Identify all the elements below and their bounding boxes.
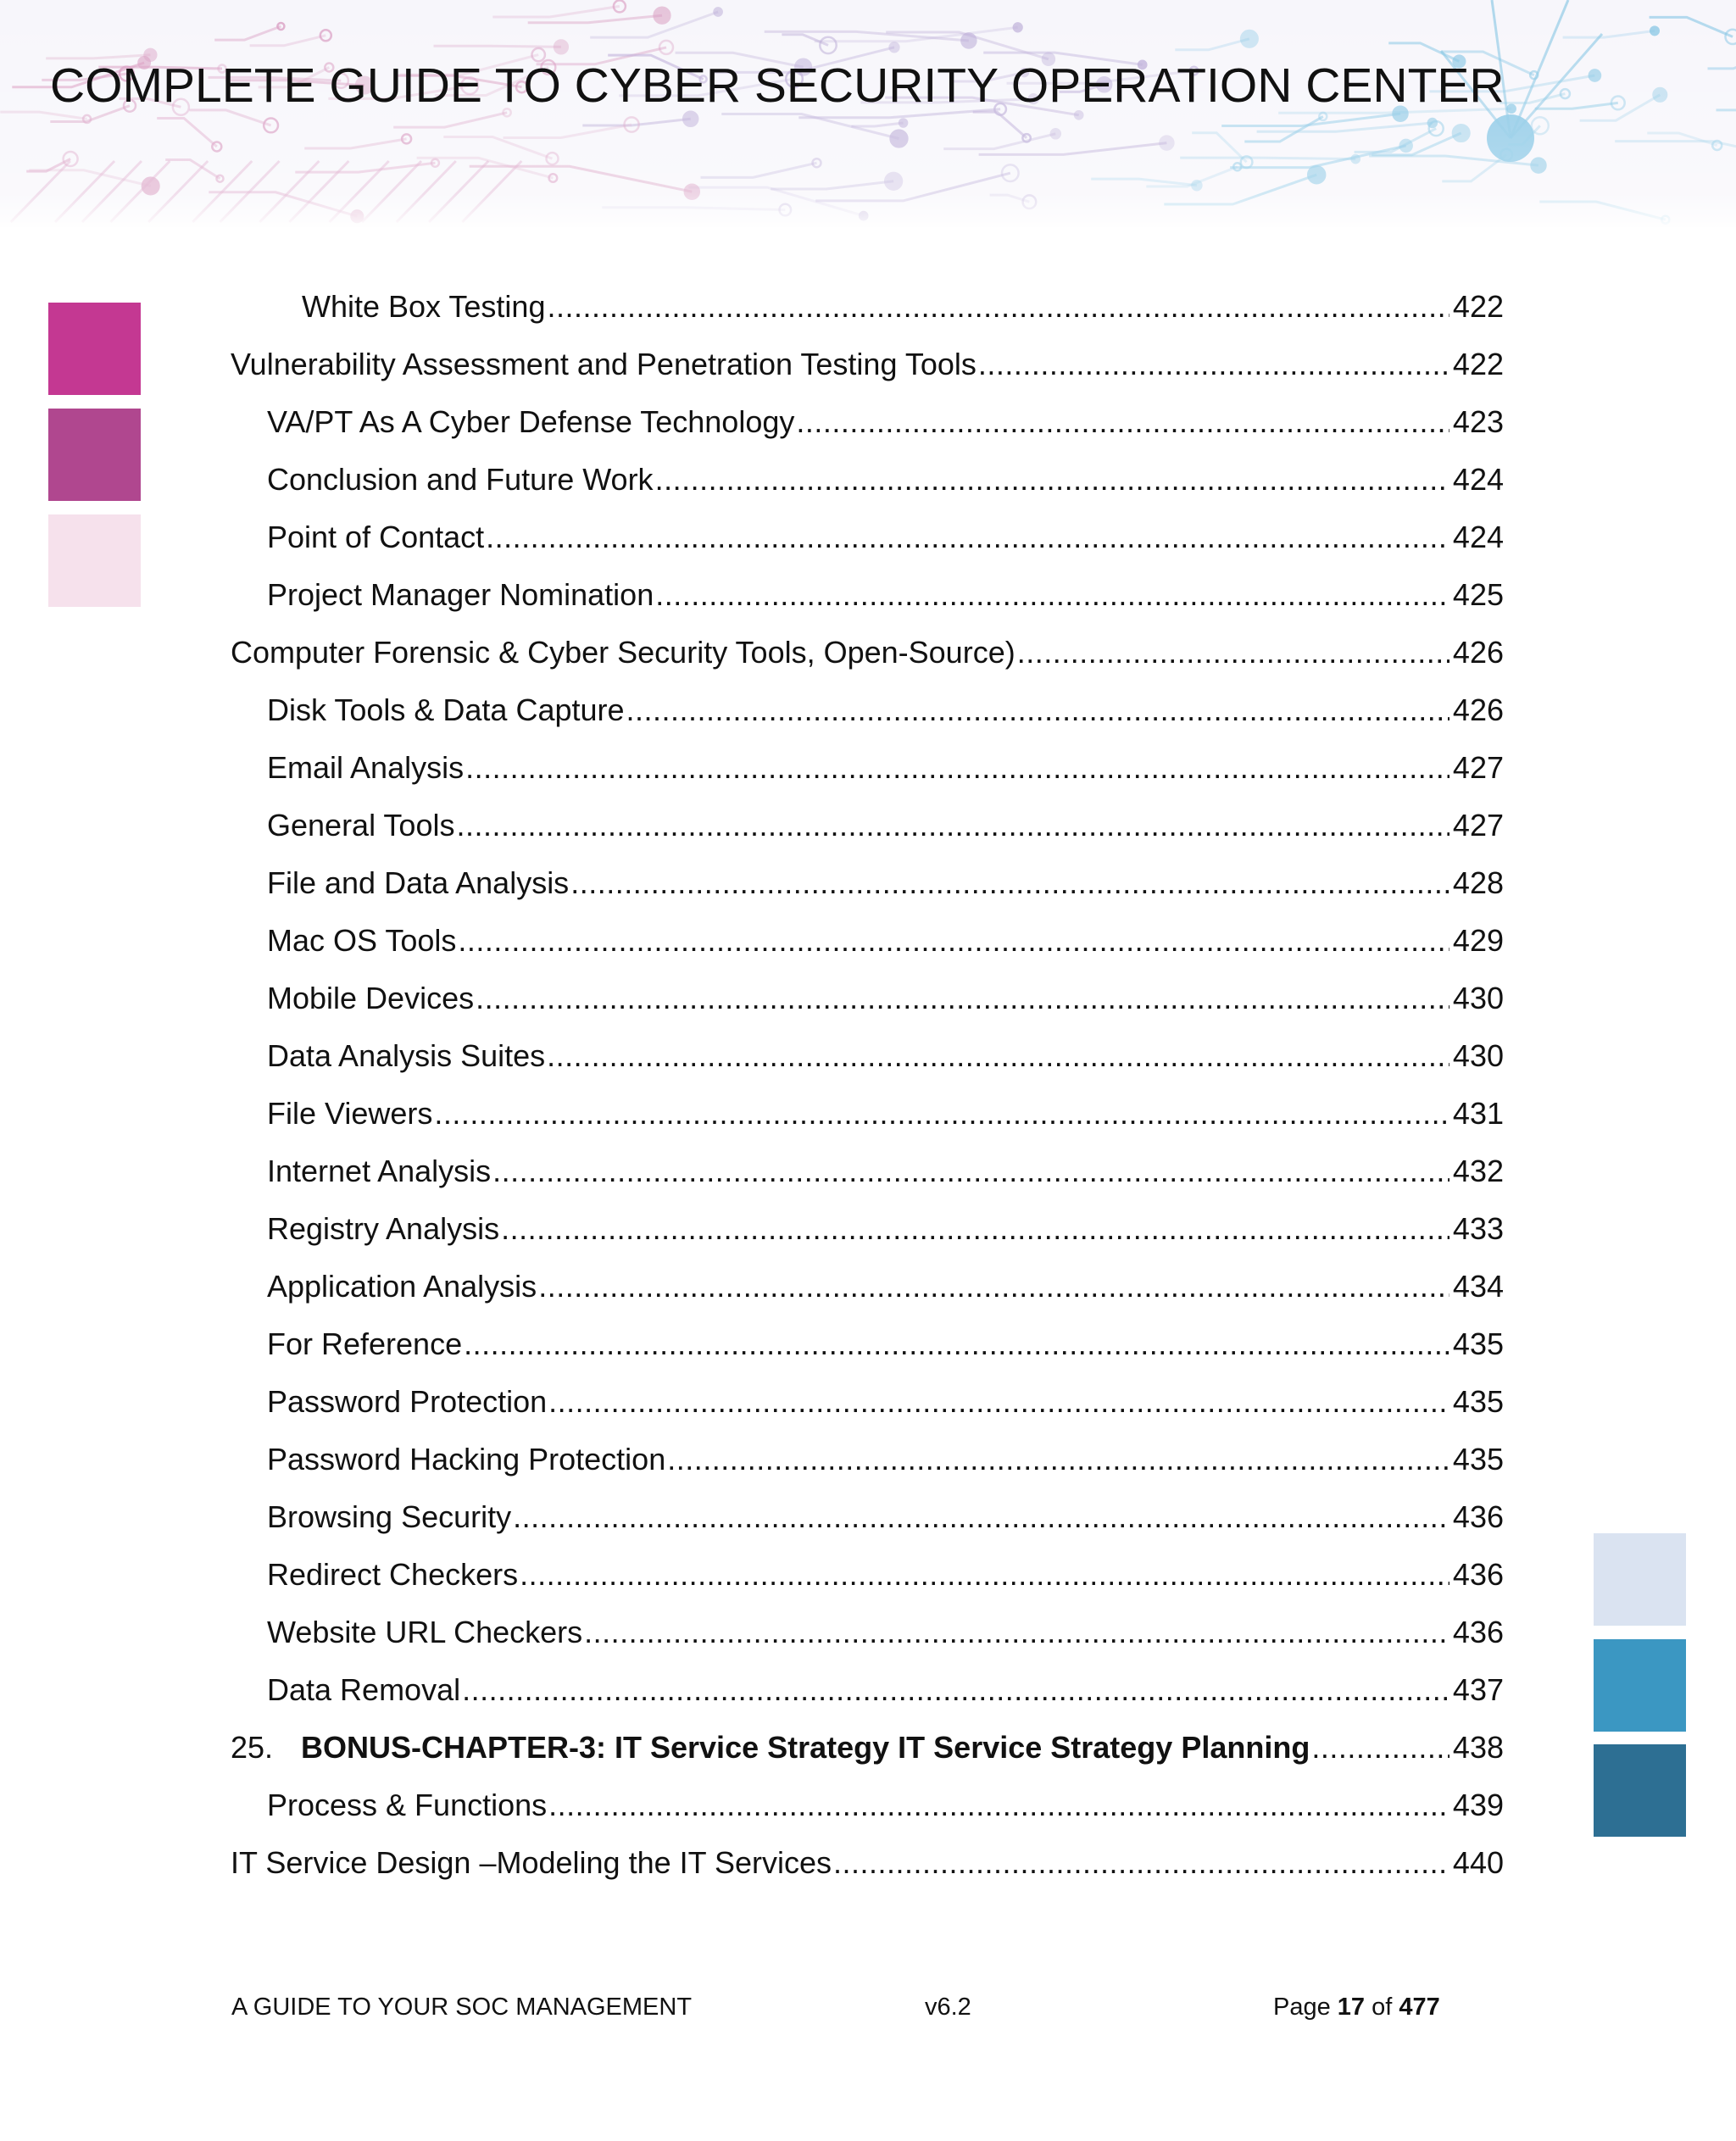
table-of-contents [231,278,1504,1892]
toc-entry[interactable] [231,1719,1504,1777]
toc-entry-title: White Box Testing [302,289,546,324]
toc-dot-leader [513,1488,1449,1546]
toc-entry-page-number: 429 [1452,923,1504,958]
toc-dot-leader [570,854,1449,912]
toc-entry[interactable] [231,1834,1504,1892]
toc-entry-title: BONUS-CHAPTER-3: IT Service Strategy IT Service Strategy Planning [301,1730,1310,1765]
toc-dot-leader [1017,624,1449,681]
toc-entry-page-number: 438 [1452,1730,1504,1765]
toc-entry-page-number: 430 [1452,981,1504,1015]
toc-entry-page-number: 426 [1452,635,1504,670]
toc-dot-leader [548,1373,1449,1431]
toc-entry-title: Email Analysis [267,750,465,785]
toc-entry[interactable] [231,1143,1504,1200]
toc-entry-title: File Viewers [267,1096,433,1131]
toc-dot-leader [492,1143,1449,1200]
toc-entry-page-number: 436 [1452,1557,1504,1592]
decor-swatch-right-2 [1594,1639,1686,1732]
toc-entry-title: Password Protection [267,1384,548,1419]
toc-entry-page-number: 426 [1452,692,1504,727]
toc-entry[interactable] [231,1488,1504,1546]
toc-entry-title: VA/PT As A Cyber Defense Technology [267,404,795,439]
toc-dot-leader [1311,1719,1449,1777]
toc-entry-title: IT Service Design –Modeling the IT Services [231,1845,832,1880]
decor-swatch-right-3 [1594,1744,1686,1837]
toc-entry-title: Vulnerability Assessment and Penetration Testing Tools [231,347,976,381]
toc-entry[interactable] [231,1315,1504,1373]
toc-entry-page-number: 422 [1452,289,1504,324]
decor-swatch-right-1 [1594,1533,1686,1626]
toc-entry-title: For Reference [267,1326,463,1361]
toc-entry-page-number: 422 [1452,347,1504,381]
toc-entry-page-number: 436 [1452,1499,1504,1534]
circuit-pattern-graphic [0,0,1736,227]
footer-page-indicator [1273,1994,1440,2021]
page-title: COMPLETE GUIDE TO CYBER SECURITY OPERATION CENTER [50,58,1505,113]
toc-entry[interactable] [231,1661,1504,1719]
toc-dot-leader [833,1834,1449,1892]
toc-entry[interactable] [231,1027,1504,1085]
toc-entry[interactable] [231,1373,1504,1431]
toc-entry[interactable] [231,1258,1504,1315]
toc-dot-leader [462,1661,1449,1719]
footer-page-total: 477 [1399,1994,1440,2021]
toc-dot-leader [434,1085,1449,1143]
toc-entry-page-number: 424 [1452,462,1504,497]
toc-entry-page-number: 425 [1452,577,1504,612]
toc-entry[interactable] [231,624,1504,681]
toc-entry[interactable] [231,451,1504,509]
toc-entry-title: Internet Analysis [267,1154,492,1188]
toc-entry-page-number: 424 [1452,520,1504,554]
toc-dot-leader [520,1546,1449,1604]
decor-swatch-left-1 [48,303,141,395]
toc-entry-page-number: 434 [1452,1269,1504,1304]
toc-entry[interactable] [231,854,1504,912]
toc-entry-title: Project Manager Nomination [267,577,654,612]
toc-dot-leader [978,336,1449,393]
toc-entry-page-number: 433 [1452,1211,1504,1246]
toc-entry[interactable] [231,797,1504,854]
toc-entry-page-number: 435 [1452,1442,1504,1476]
toc-entry-page-number: 427 [1452,808,1504,842]
toc-entry-page-number: 436 [1452,1615,1504,1649]
footer-guide-title: A GUIDE TO YOUR SOC MANAGEMENT [231,1994,693,2021]
toc-entry-title: Conclusion and Future Work [267,462,654,497]
toc-dot-leader [548,1777,1449,1834]
toc-entry-title: Data Removal [267,1672,461,1707]
toc-entry-title: Data Analysis Suites [267,1038,546,1073]
toc-dot-leader [667,1431,1449,1488]
toc-entry[interactable] [231,912,1504,970]
toc-dot-leader [458,912,1449,970]
toc-entry[interactable] [231,336,1504,393]
toc-entry-page-number: 428 [1452,865,1504,900]
footer-version: v6.2 [925,1994,971,2021]
toc-entry-title: Disk Tools & Data Capture [267,692,625,727]
toc-entry-title: Point of Contact [267,520,485,554]
toc-entry-page-number: 430 [1452,1038,1504,1073]
toc-entry-title: Password Hacking Protection [267,1442,666,1476]
toc-entry[interactable] [231,681,1504,739]
toc-entry[interactable] [231,1200,1504,1258]
toc-entry[interactable] [231,509,1504,566]
toc-entry-title: Registry Analysis [267,1211,500,1246]
toc-entry[interactable] [231,393,1504,451]
toc-dot-leader [584,1604,1449,1661]
toc-entry[interactable] [231,1085,1504,1143]
toc-entry[interactable] [231,278,1504,336]
toc-entry-title: General Tools [267,808,455,842]
toc-entry[interactable] [231,566,1504,624]
toc-entry-page-number: 435 [1452,1384,1504,1419]
toc-entry-title: Mac OS Tools [267,923,457,958]
toc-entry[interactable] [231,1604,1504,1661]
toc-entry-page-number: 437 [1452,1672,1504,1707]
footer-page-current: 17 [1337,1994,1366,2021]
toc-entry-page-number: 431 [1452,1096,1504,1131]
toc-dot-leader [476,970,1449,1027]
toc-entry-title: Process & Functions [267,1788,548,1822]
toc-entry[interactable] [231,1777,1504,1834]
toc-entry-page-number: 423 [1452,404,1504,439]
toc-dot-leader [796,393,1449,451]
toc-entry-title: File and Data Analysis [267,865,570,900]
toc-entry-page-number: 439 [1452,1788,1504,1822]
toc-entry-page-number: 427 [1452,750,1504,785]
toc-entry-page-number: 440 [1452,1845,1504,1880]
toc-entry-title: Browsing Security [267,1499,512,1534]
toc-entry-title: Redirect Checkers [267,1557,519,1592]
toc-entry-title: Application Analysis [267,1269,537,1304]
header-circuit-banner [0,0,1736,227]
toc-dot-leader [626,681,1449,739]
toc-dot-leader [655,566,1449,624]
toc-dot-leader [486,509,1449,566]
toc-entry[interactable] [231,1546,1504,1604]
toc-entry-page-number: 432 [1452,1154,1504,1188]
toc-entry[interactable] [231,970,1504,1027]
toc-dot-leader [655,451,1449,509]
toc-dot-leader [547,1027,1449,1085]
toc-dot-leader [464,1315,1449,1373]
toc-dot-leader [547,278,1449,336]
toc-dot-leader [456,797,1449,854]
toc-entry[interactable] [231,739,1504,797]
toc-entry-number: 25. [231,1730,274,1765]
footer-page-of: of [1372,1994,1393,2021]
toc-entry-title: Mobile Devices [267,981,475,1015]
toc-entry[interactable] [231,1431,1504,1488]
footer-page-label: Page [1273,1994,1331,2021]
decor-swatch-left-3 [48,514,141,607]
toc-entry-page-number: 435 [1452,1326,1504,1361]
toc-dot-leader [465,739,1449,797]
toc-entry-title: Computer Forensic & Cyber Security Tools, Open-Source) [231,635,1015,670]
page-footer [0,1994,1736,2027]
toc-entry-title: Website URL Checkers [267,1615,583,1649]
toc-dot-leader [501,1200,1449,1258]
decor-swatch-left-2 [48,409,141,501]
toc-dot-leader [538,1258,1449,1315]
